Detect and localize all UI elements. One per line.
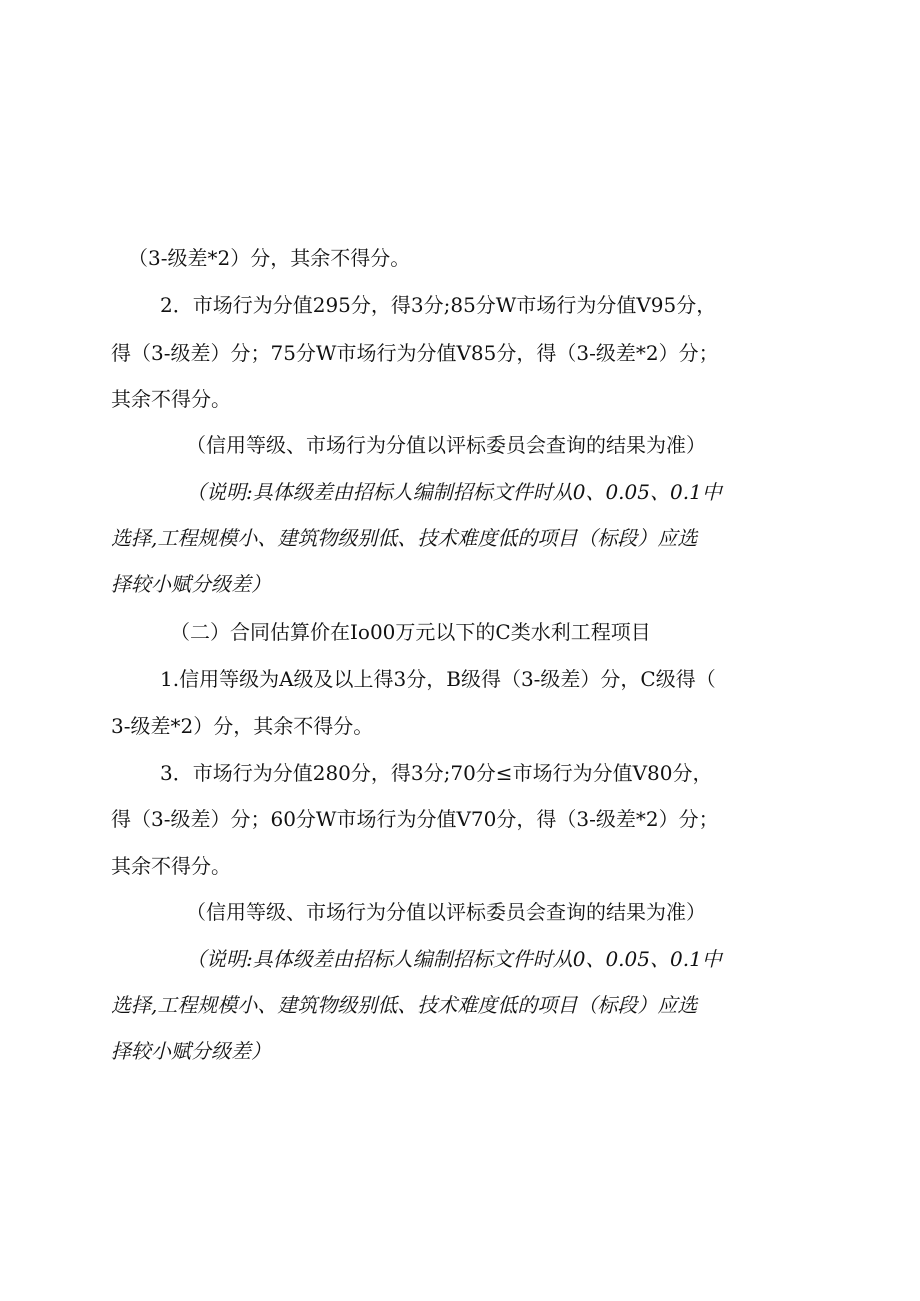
section-1-explanation-line-3: 择较小赋分级差）: [111, 572, 271, 596]
section-1-explanation-line-1: （说明:具体级差由招标人编制招标文件时从0、0.05、0.1中: [186, 480, 722, 504]
section-2-explanation-line-2: 选择,工程规模小、建筑物级别低、技术难度低的项目（标段）应选: [111, 993, 698, 1017]
section-2-explanation-line-3: 择较小赋分级差）: [111, 1039, 271, 1063]
section-2-item-3-line-3: 其余不得分。: [111, 854, 231, 878]
section-1-item-2-line-3: 其余不得分。: [111, 387, 231, 411]
section-1-item-2-line-2: 得（3-级差）分；75分W市场行为分值V85分，得（3-级差*2）分；: [111, 341, 719, 365]
section-2-explanation-line-1: （说明:具体级差由招标人编制招标文件时从0、0.05、0.1中: [186, 947, 722, 971]
section-1-continuation-line: （3-级差*2）分，其余不得分。: [128, 246, 411, 270]
section-2-heading: （二）合同估算价在Io00万元以下的C类水利工程项目: [170, 620, 651, 644]
section-1-explanation-line-2: 选择,工程规模小、建筑物级别低、技术难度低的项目（标段）应选: [111, 526, 698, 550]
section-2-basis-note: （信用等级、市场行为分值以评标委员会查询的结果为准）: [186, 900, 706, 924]
section-2-item-3-line-2: 得（3-级差）分；60分W市场行为分值V70分，得（3-级差*2）分；: [111, 807, 719, 831]
section-1-basis-note: （信用等级、市场行为分值以评标委员会查询的结果为准）: [186, 433, 706, 457]
section-2-item-1-line-1: 1.信用等级为A级及以上得3分，B级得（3-级差）分，C级得（: [160, 667, 716, 691]
section-2-item-1-line-2: 3-级差*2）分，其余不得分。: [111, 714, 374, 738]
section-1-item-2-line-1: 2．市场行为分值295分，得3分;85分W市场行为分值V95分，: [160, 293, 717, 317]
section-2-item-3-line-1: 3．市场行为分值280分，得3分;70分≤市场行为分值V80分，: [160, 761, 713, 785]
